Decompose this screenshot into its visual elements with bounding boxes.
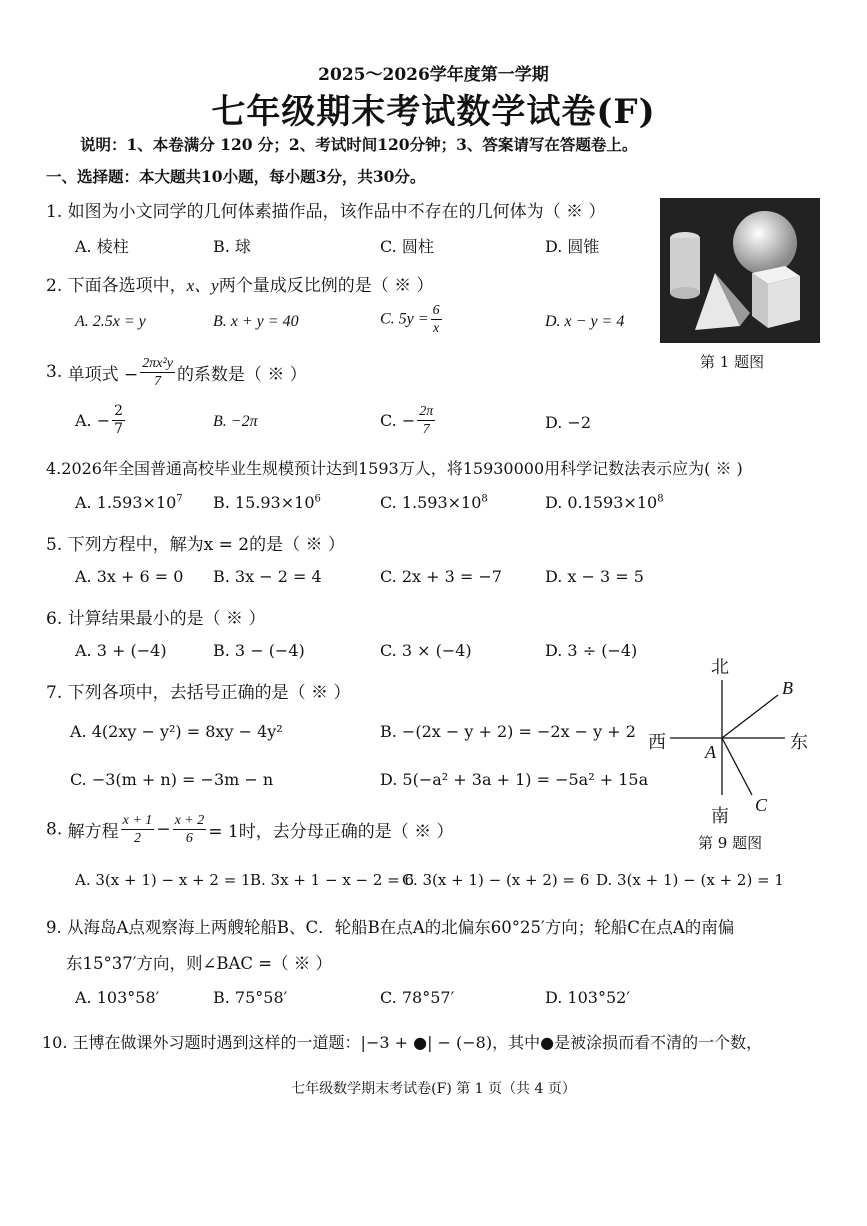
question-3: 3. 单项式 − $\frac{\text{2πx²y}}{7}$ 的系数是（ ※ ） (46, 356, 307, 389)
q4-option-b: B. $15.93\times 10^6$ (213, 493, 321, 512)
question-2: 2. 下面各选项中，x、y两个量成反比例的是（ ※ ） (46, 276, 434, 296)
page-footer: 七年级数学期末考试卷(F) 第 1 页（共 4 页） (291, 1081, 576, 1097)
q4-option-a: A. $1.593\times 10^7$ (75, 493, 183, 512)
q3-option-a: A. − $\frac{2}{7}$ (75, 403, 124, 437)
question-4: 4.2026年全国普通高校毕业生规模预计达到1593万人，将15930000用科学记数法表示应为( ※ ) (46, 459, 743, 478)
question-1: 1. 如图为小文同学的几何体素描作品，该作品中不存在的几何体为（ ※ ） (46, 202, 606, 222)
q3-option-c: C. − $\frac{2\pi}{7}$ (380, 404, 434, 437)
compass-south-label: 南 (711, 806, 729, 827)
compass-east-label: 东 (790, 732, 808, 753)
q1-option-a: A. 棱柱 (75, 237, 129, 256)
q6-option-a: A. 3 + (−4) (75, 641, 167, 660)
question-7: 7. 下列各项中，去括号正确的是（ ※ ） (46, 683, 351, 703)
exam-title: 七年级期末考试数学试卷(F) (211, 92, 656, 132)
q8-option-a: A. 3(x + 1) − x + 2 = 1 (75, 871, 251, 889)
question-10: 10. 王博在做课外习题时遇到这样的一道题：|−3 + ●| − (−8)，其中●是被涂损而看不清的一个数， (42, 1033, 763, 1052)
q8-option-b: B. 3x + 1 − x − 2 = 6 (250, 871, 415, 889)
question-6: 6. 计算结果最小的是（ ※ ） (46, 609, 266, 629)
figure-1-sketch (660, 198, 820, 343)
question-9: 9. 从海岛A点观察海上两艘轮船B、C．轮船B在点A的北偏东60°25′方向；轮船C在点A的南偏 (46, 918, 735, 937)
figure-9-caption: 第 9 题图 (698, 834, 763, 852)
q9-option-b: B. 75°58′ (213, 988, 288, 1007)
q1-option-c: C. 圆柱 (380, 237, 434, 256)
q3-option-b: B. −2π (213, 413, 258, 430)
q7-option-a: A. 4(2xy − y²) = 8xy − 4y² (70, 722, 283, 741)
compass-west-label: 西 (648, 732, 666, 753)
q8-option-c: C. 3(x + 1) − (x + 2) = 6 (402, 871, 590, 889)
section-heading: 一、选择题：本大题共10小题，每小题3分，共30分。 (46, 167, 426, 186)
point-c-label: C (755, 795, 768, 815)
q6-option-c: C. 3 × (−4) (380, 641, 472, 660)
exam-subtitle: 2025～2026学年度第一学期 (318, 65, 549, 85)
point-a-label: A (705, 742, 716, 762)
q9-option-c: C. 78°57′ (380, 988, 455, 1007)
exam-instructions: 说明：1、本卷满分 120 分；2、考试时间120分钟；3、答案请写在答题卷上。 (80, 135, 638, 154)
q1-option-d: D. 圆锥 (545, 237, 600, 256)
q5-option-b: B. 3x − 2 = 4 (213, 567, 322, 586)
q5-option-a: A. 3x + 6 = 0 (75, 567, 184, 586)
question-9-line-2: 东15°37′方向，则∠BAC =（ ※ ） (66, 954, 333, 973)
question-8: 8. 解方程 $\frac{x + 1}{2}$ − $\frac{x + 2}{6}$ = 1时，去分母正确的是（ ※ ） (46, 813, 454, 846)
question-5: 5. 下列方程中，解为x = 2的是（ ※ ） (46, 535, 345, 555)
q4-option-d: D. $0.1593\times 10^8$ (545, 493, 664, 512)
q3-option-d: D. −2 (545, 413, 592, 432)
q7-option-b: B. −(2x − y + 2) = −2x − y + 2 (380, 722, 636, 741)
figure-1-caption: 第 1 题图 (700, 353, 765, 371)
q2-option-d: D. x − y = 4 (545, 313, 625, 330)
q1-option-b: B. 球 (213, 237, 251, 256)
q7-option-d: D. 5(−a² + 3a + 1) = −5a² + 15a (380, 770, 649, 789)
q5-option-d: D. x − 3 = 5 (545, 567, 644, 586)
q2-option-a: A. 2.5x = y (75, 313, 146, 330)
q4-option-c: C. $1.593\times 10^8$ (380, 493, 488, 512)
q6-option-d: D. 3 ÷ (−4) (545, 641, 638, 660)
q2-option-b: B. x + y = 40 (213, 313, 299, 330)
compass-north-label: 北 (711, 657, 729, 678)
q5-option-c: C. 2x + 3 = −7 (380, 567, 502, 586)
q6-option-b: B. 3 − (−4) (213, 641, 305, 660)
point-b-label: B (782, 678, 793, 698)
q9-option-d: D. 103°52′ (545, 988, 630, 1007)
q9-option-a: A. 103°58′ (75, 988, 160, 1007)
q2-option-c: C. 5y = $\frac{6}{x}$ (380, 303, 440, 336)
q8-option-d: D. 3(x + 1) − (x + 2) = 1 (596, 871, 784, 889)
q7-option-c: C. −3(m + n) = −3m − n (70, 770, 274, 789)
